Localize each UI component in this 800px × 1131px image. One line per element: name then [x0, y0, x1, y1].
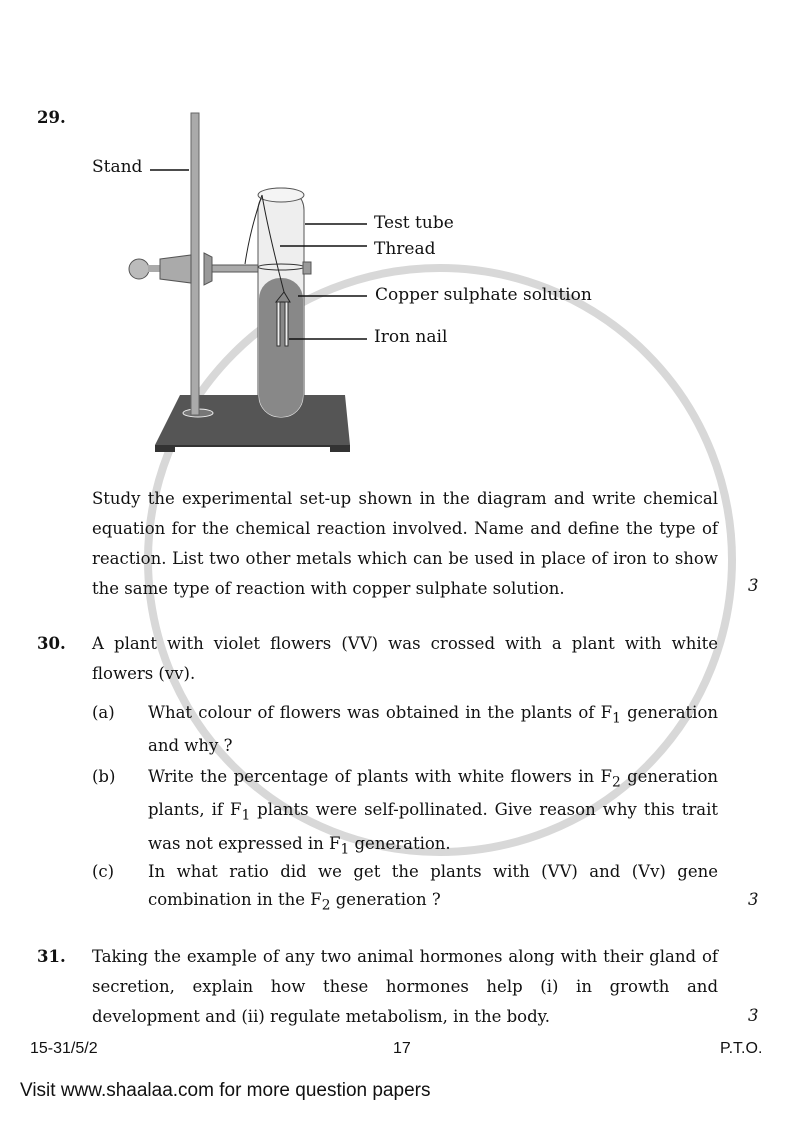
label-thread: Thread [374, 239, 436, 259]
part-label: (a) [92, 703, 115, 722]
paper-code: 15-31/5/2 [30, 1040, 98, 1057]
marks: 3 [748, 890, 759, 909]
marks: 3 [748, 1006, 759, 1025]
part-text: In what ratio did we get the plants with (VV) and (Vv) gene combination in the $F_2$ generation ? [148, 862, 718, 914]
question-number: 29. [37, 108, 66, 127]
shaalaa-banner[interactable]: Visit www.shaalaa.com for more question papers [20, 1080, 431, 1101]
part-text: Write the percentage of plants with white flowers in $F_2$ generation plants, if $F_1$ plants were self-pollinated. Give reason why this trait was not expressed in $F_1$ generation. [148, 767, 718, 857]
part-text: What colour of flowers was obtained in the plants of $F_1$ generation and why ? [148, 703, 719, 756]
experiment-diagram [0, 0, 620, 470]
label-stand: Stand [92, 157, 143, 177]
pto-text: P.T.O. [720, 1040, 763, 1057]
label-iron-nail: Iron nail [374, 327, 448, 347]
marks: 3 [748, 576, 759, 595]
page-number: 17 [393, 1040, 411, 1057]
label-test-tube: Test tube [374, 213, 454, 233]
label-solution: Copper sulphate solution [375, 285, 592, 305]
question-text: A plant with violet flowers (VV) was crossed with a plant with white flowers (vv). [92, 634, 718, 683]
question-text: Study the experimental set-up shown in the diagram and write chemical equation for the chemical reaction involved. Name and define the type of reaction. List two other metals which can be used in place of iron to show the same type of reaction with copper sulphate solution. [92, 489, 718, 598]
part-label: (c) [92, 862, 115, 881]
question-number: 30. [37, 634, 66, 653]
question-number: 31. [37, 947, 66, 966]
question-text: Taking the example of any two animal hormones along with their gland of secretion, explain how these hormones help (i) in growth and development and (ii) regulate metabolism, in the body. [92, 947, 718, 1026]
part-label: (b) [92, 767, 116, 786]
